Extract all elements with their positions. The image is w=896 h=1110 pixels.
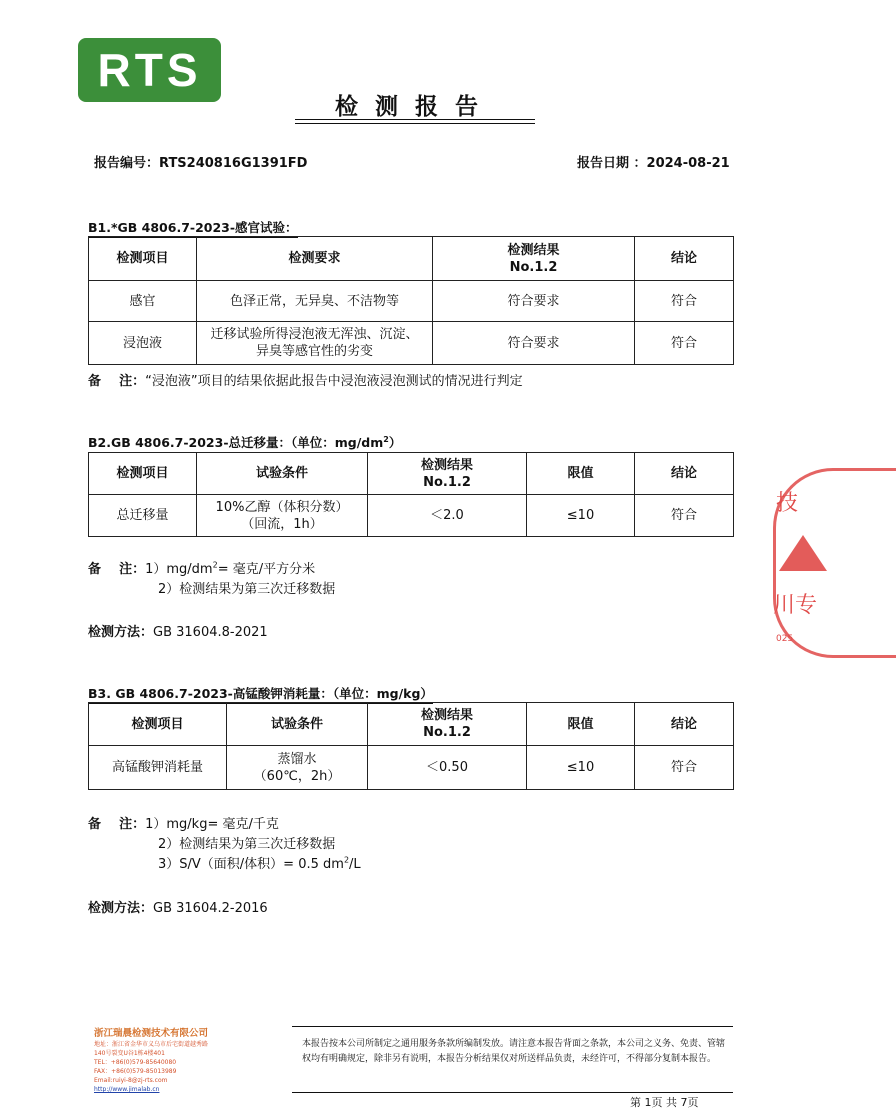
b1-note: 备 注：“浸泡液”项目的结果依据此报告中浸泡液浸泡测试的情况进行判定: [88, 374, 523, 389]
header-cell: 检测项目: [89, 237, 197, 281]
footer-divider-2: [292, 1092, 733, 1093]
cell: 迁移试验所得浸泡液无浑浊、沉淀、 异臭等感官性的劣变: [197, 322, 433, 365]
table-header-row: [89, 237, 734, 281]
header-cell: 检测要求: [197, 237, 433, 281]
table-b3: [88, 702, 734, 790]
cell: 感官: [89, 281, 197, 322]
header-cell: 检测项目: [89, 703, 227, 746]
seal-text: 技: [776, 491, 799, 516]
cell: 高锰酸钾消耗量: [89, 746, 227, 790]
header-cell: 结论: [635, 703, 734, 746]
seal-star-icon: [779, 535, 827, 571]
header-cell: 检测结果 No.1.2: [368, 453, 527, 495]
title-underline: [295, 119, 535, 120]
b2-note: 备 注：$1)mg/dm^2=$ 毫克/平方分米: [88, 560, 316, 577]
cell: 符合要求: [433, 281, 635, 322]
header-cell: 检测项目: [89, 453, 197, 495]
website-link[interactable]: http://www.jimalab.cn: [94, 1086, 160, 1093]
cell: 浸泡液: [89, 322, 197, 365]
cell: 符合: [635, 322, 734, 365]
title-underline-2: [295, 123, 535, 124]
page-number: 第 1页 共 7页: [630, 1096, 699, 1109]
cell: 蒸馏水 （60℃，2h）: [227, 746, 368, 790]
cell: ≤10: [527, 495, 635, 537]
report-number: 报告编号：RTS240816G1391FD: [94, 156, 308, 171]
section-b1-title: B1.*GB 4806.7-2023-感官试验：: [88, 218, 298, 238]
table-b1: [88, 236, 734, 365]
b2-method: 检测方法：GB 31604.8-2021: [88, 625, 268, 640]
header-cell: 限值: [527, 453, 635, 495]
footer-disclaimer: 本报告按本公司所制定之通用服务条款所编制发放。请注意本报告背面之条款，本公司之义务、免责、管辖权均有明确规定，除非另有说明，本报告分析结果仅对所送样品负责，未经许可，不得部分复制本报告。: [302, 1039, 726, 1064]
header-cell: 检测结果 No.1.2: [368, 703, 527, 746]
cell: ≤10: [527, 746, 635, 790]
report-date: 报告日期 ：2024-08-21: [577, 156, 730, 171]
footer-company-info: 浙江瑞晨检测技术有限公司 地址：浙江省金华市义乌市后宅街道越秀路 140号裂变U谷1栋4楼401 TEL：+86(0)579-85640080 FAX：+86(0)579-85013989 Email:ruiyi-8@zj-rts.com http://www.jimalab.cn: [94, 1027, 284, 1094]
cell: 符合: [635, 281, 734, 322]
seal-text-3: 025: [776, 634, 794, 644]
table-b2: [88, 452, 734, 537]
b3-note: 备 注：1）mg/kg= 毫克/千克: [88, 817, 279, 832]
cell: 10%乙醇（体积分数） （回流，1h）: [197, 495, 368, 537]
footer-divider: [292, 1026, 733, 1027]
cell: 符合: [635, 746, 734, 790]
table-header-row: [89, 453, 734, 495]
section-b3-title: B3. GB 4806.7-2023-高锰酸钾消耗量：（单位：mg/kg）: [88, 684, 433, 704]
header-cell: 结论: [635, 237, 734, 281]
logo-text: RTS: [97, 44, 202, 96]
cell: 符合要求: [433, 322, 635, 365]
header-cell: 试验条件: [197, 453, 368, 495]
company-logo: [78, 38, 221, 102]
table-header-row: [89, 703, 734, 746]
cell: 色泽正常，无异臭、不洁物等: [197, 281, 433, 322]
cell: ＜0.50: [368, 746, 527, 790]
b3-method: 检测方法：GB 31604.2-2016: [88, 901, 268, 916]
section-b2-title: B2.GB 4806.7-2023-总迁移量：（单位：$mg/dm^2$）: [88, 433, 401, 453]
b3-note-3: 3）S/V（面积/体积）= 0.5 $dm^2/L$: [158, 855, 361, 872]
header-cell: 检测结果 No.1.2: [433, 237, 635, 281]
b2-note-2: 2）检测结果为第三次迁移数据: [158, 582, 336, 597]
page-title: 检测报告: [335, 93, 495, 120]
cell: 符合: [635, 495, 734, 537]
header-cell: 结论: [635, 453, 734, 495]
table-row: [89, 746, 734, 790]
b3-note-2: 2）检测结果为第三次迁移数据: [158, 837, 336, 852]
table-row: [89, 495, 734, 537]
table-row: [89, 281, 734, 322]
cell: ＜2.0: [368, 495, 527, 537]
header-cell: 试验条件: [227, 703, 368, 746]
seal-text-2: 川专: [773, 593, 818, 618]
table-row: [89, 322, 734, 365]
cell: 总迁移量: [89, 495, 197, 537]
header-cell: 限值: [527, 703, 635, 746]
